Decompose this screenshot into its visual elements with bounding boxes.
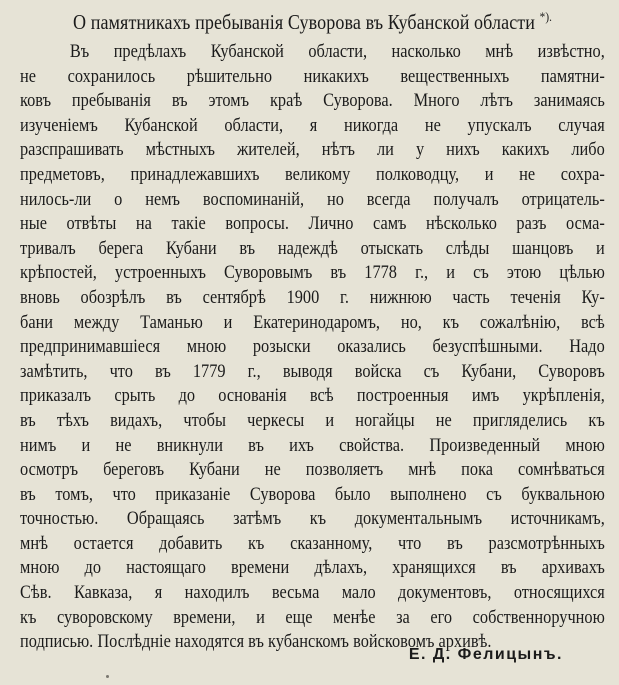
text-line: разспрашивать мѣстныхъ жителей, нѣтъ ли у нихъ какихъ либо [20, 139, 605, 161]
article-body [20, 40, 605, 655]
text-line: бани между Таманью и Екатеринодаромъ, но, къ сожалѣнію, всѣ [20, 311, 605, 333]
text-line: нилось-ли о немъ воспоминаній, но всегда получалъ отрицатель- [20, 188, 605, 210]
text-line: предпринимавшіеся мною розыски оказались безуспѣшными. Надо [20, 336, 605, 358]
text-line: изученіемъ Кубанской области, я никогда не упускалъ случая [20, 114, 605, 136]
text-line: Сѣв. Кавказа, я находилъ весьма мало документовъ, относящихся [20, 582, 605, 604]
text-line: ковъ пребыванія въ этомъ краѣ Суворова. Много лѣтъ занимаясь [20, 90, 605, 112]
text-line: не сохранилось рѣшительно никакихъ вещественныхъ памятни- [20, 65, 605, 87]
text-line: тривалъ берега Кубани въ надеждѣ отыскать слѣды шанцовъ и [20, 237, 605, 259]
text-line: Въ предѣлахъ Кубанской области, насколько мнѣ извѣстно, [69, 41, 605, 62]
text-line: приказалъ срыть до основанія всѣ построенныя имъ укрѣпленія, [20, 385, 605, 407]
author-signature: Е. Д. Фелицынъ. [408, 646, 563, 663]
text-line: въ томъ, что приказаніе Суворова было выполнено съ буквальною [20, 483, 605, 505]
text-line: мною до настоящаго времени дѣлахъ, хранящихся въ архивахъ [20, 557, 605, 579]
text-line: нимъ и не вникнули въ ихъ свойства. Произведенный мною [20, 434, 605, 456]
text-line: вновь обозрѣлъ въ сентябрѣ 1900 г. нижнюю часть теченія Ку- [20, 286, 605, 308]
text-line: точностью. Обращаясь затѣмъ къ документальнымъ источникамъ, [20, 508, 605, 530]
text-line: къ суворовскому времени, и еще менѣе за его собственноручною [20, 606, 605, 628]
text-line: ные отвѣты на такіе вопросы. Лично самъ нѣсколько разъ осма- [20, 213, 605, 235]
article-title [61, 8, 564, 36]
print-speck [106, 675, 109, 678]
text-line: осмотръ береговъ Кубани не позволяетъ мнѣ пока сомнѣваться [20, 459, 605, 481]
text-line: въ тѣхъ видахъ, чтобы черкесы и ногайцы не пригляделись къ [20, 409, 605, 431]
text-line: предметовъ, принадлежавшихъ великому полководцу, и не сохра- [20, 163, 605, 185]
text-line: замѣтить, что въ 1779 г., выводя войска съ Кубани, Суворовъ [20, 360, 605, 382]
text-line: подписью. Послѣдніе находятся въ кубанскомъ войсковомъ архивѣ. [20, 631, 492, 653]
text-line: крѣпостей, устроенныхъ Суворовымъ въ 1778 г., и съ этою цѣлью [20, 262, 605, 284]
title-footnote-mark: *). [539, 9, 553, 24]
text-line: мнѣ остается добавить къ сказанному, что въ разсмотрѣнныхъ [20, 532, 605, 554]
article-title-text: О памятникахъ пребыванія Суворова въ Кубанской области [72, 10, 536, 34]
